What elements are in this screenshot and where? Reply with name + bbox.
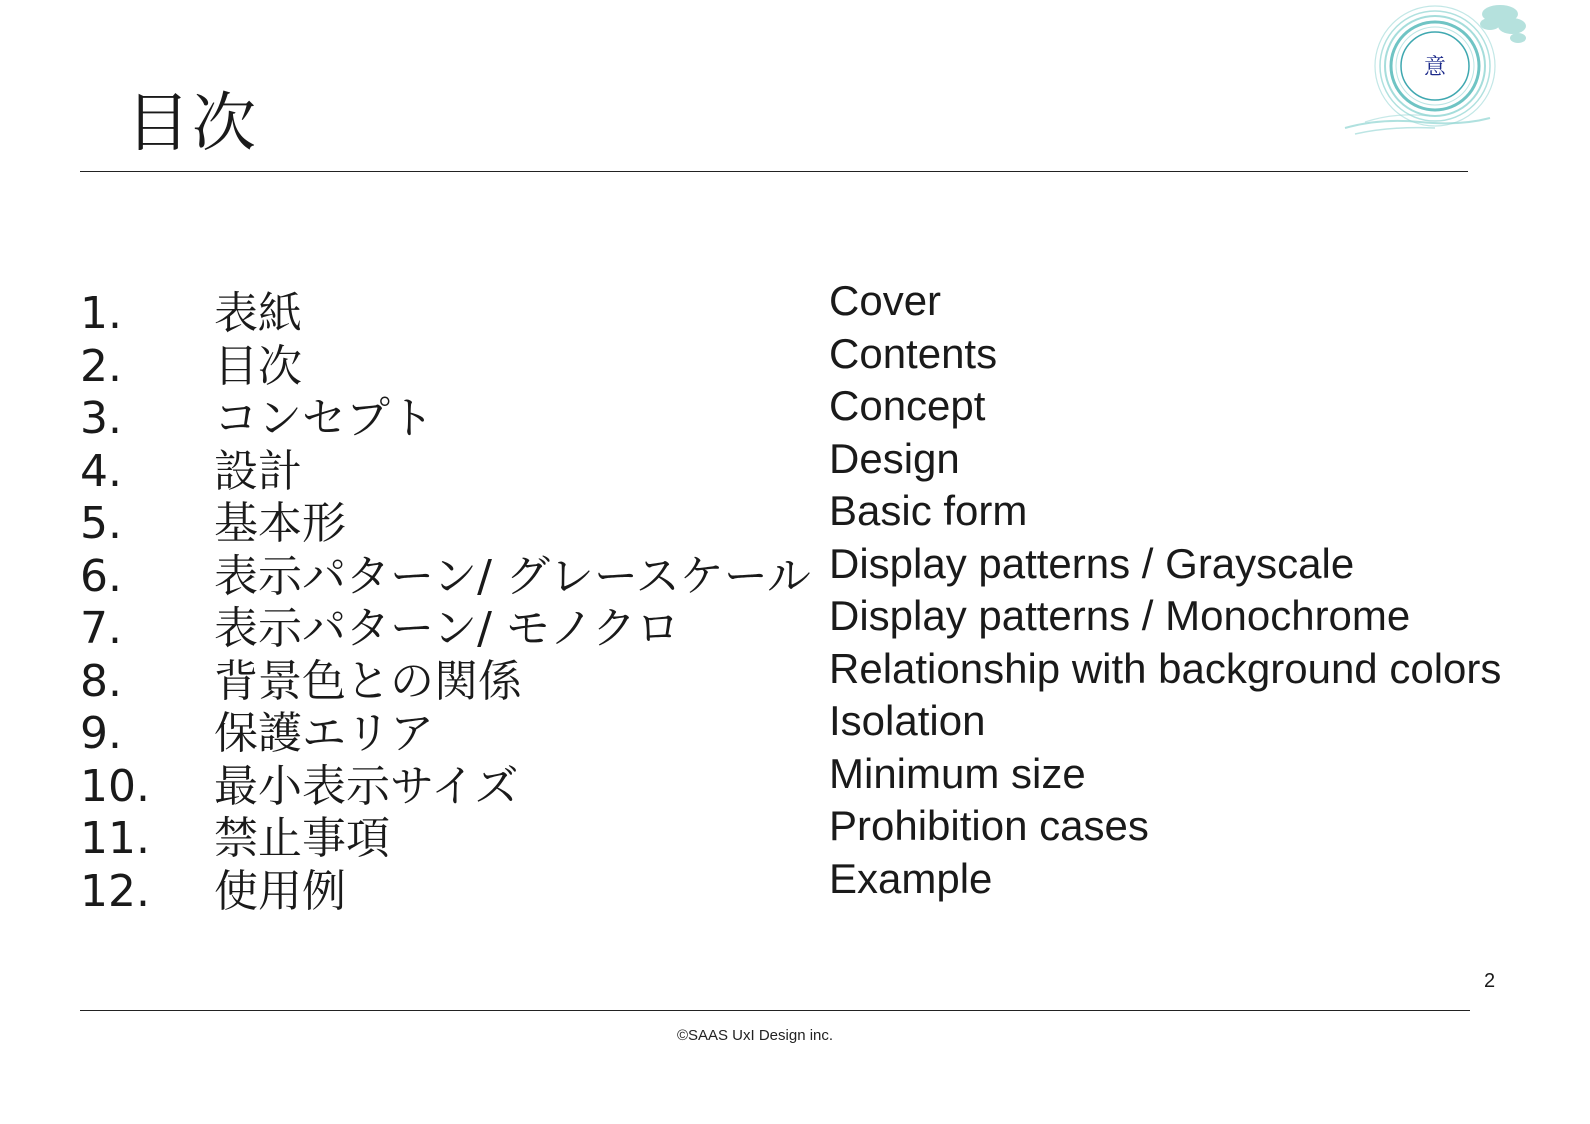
toc-item-number: 4. bbox=[80, 445, 122, 497]
toc-item-label-en: Design bbox=[829, 434, 960, 482]
toc-item bbox=[80, 393, 811, 446]
toc-item-label-en: Display patterns / Grayscale bbox=[829, 539, 1355, 587]
toc-item-label-ja: 表示パターン/ グレースケール bbox=[214, 550, 811, 602]
toc-item-label-ja: 使用例 bbox=[214, 865, 346, 917]
page-number: 2 bbox=[1484, 970, 1496, 992]
toc-item-number: 12. bbox=[80, 865, 150, 917]
toc-item bbox=[80, 656, 811, 709]
toc-item-label-ja: 表紙 bbox=[214, 288, 302, 339]
copyright-text: ©SAAS UxI Design inc. bbox=[676, 1027, 834, 1044]
toc-item-number: 8. bbox=[80, 655, 122, 707]
toc-item-number: 7. bbox=[80, 603, 122, 654]
toc-item-label-en: Concept bbox=[829, 382, 986, 429]
toc-item-label-en: Isolation bbox=[829, 697, 986, 744]
toc-item bbox=[80, 761, 811, 814]
toc-item bbox=[80, 813, 811, 866]
toc-item-label-en: Prohibition cases bbox=[829, 802, 1149, 849]
toc-item bbox=[80, 708, 811, 761]
ink-circle-seal-icon bbox=[1340, 0, 1530, 140]
toc-item-label-ja: 表示パターン/ モノクロ bbox=[214, 603, 681, 654]
toc-item-label-ja: 設計 bbox=[214, 445, 302, 497]
toc-item-label-ja: コンセプト bbox=[214, 393, 434, 444]
toc-item-label-ja: 禁止事項 bbox=[214, 813, 390, 864]
toc-item bbox=[80, 551, 811, 604]
toc-item-number: 3. bbox=[80, 393, 122, 444]
footer-divider bbox=[80, 1010, 1470, 1011]
toc-item bbox=[80, 288, 811, 341]
toc-item-label-en: Contents bbox=[829, 329, 998, 377]
toc-item bbox=[80, 603, 811, 656]
toc-item-label-en: Example bbox=[829, 854, 993, 902]
toc-item-number: 2. bbox=[80, 340, 122, 392]
toc-item-label-en: Minimum size bbox=[829, 749, 1086, 797]
header-divider bbox=[80, 171, 1468, 172]
toc-item-label-ja: 背景色との関係 bbox=[214, 655, 522, 707]
toc-item bbox=[80, 498, 811, 551]
toc-item bbox=[80, 341, 811, 394]
toc-item-label-en: Relationship with background colors bbox=[829, 644, 1502, 692]
toc-item-number: 11. bbox=[80, 813, 150, 864]
toc-item-label-en: Display patterns / Monochrome bbox=[829, 592, 1411, 639]
page-title: 目次 bbox=[126, 87, 258, 161]
toc-item-label-en: Basic form bbox=[829, 487, 1028, 534]
toc-english-list bbox=[829, 275, 1501, 905]
toc-item-label-ja: 保護エリア bbox=[214, 708, 434, 759]
toc-item bbox=[80, 866, 811, 919]
toc-item-number: 9. bbox=[80, 708, 122, 759]
toc-item-label-ja: 基本形 bbox=[214, 498, 346, 549]
toc-item-number: 1. bbox=[80, 288, 122, 339]
toc-item-number: 10. bbox=[80, 760, 150, 812]
toc-item bbox=[80, 446, 811, 499]
toc-item-number: 5. bbox=[80, 498, 122, 549]
toc-item-label-ja: 最小表示サイズ bbox=[214, 760, 519, 812]
toc-item-label-en: Cover bbox=[829, 277, 942, 324]
toc-japanese-list bbox=[80, 288, 811, 918]
logo-character: 意 bbox=[1423, 55, 1447, 80]
toc-item-label-ja: 目次 bbox=[214, 340, 302, 392]
toc-item-number: 6. bbox=[80, 550, 122, 602]
